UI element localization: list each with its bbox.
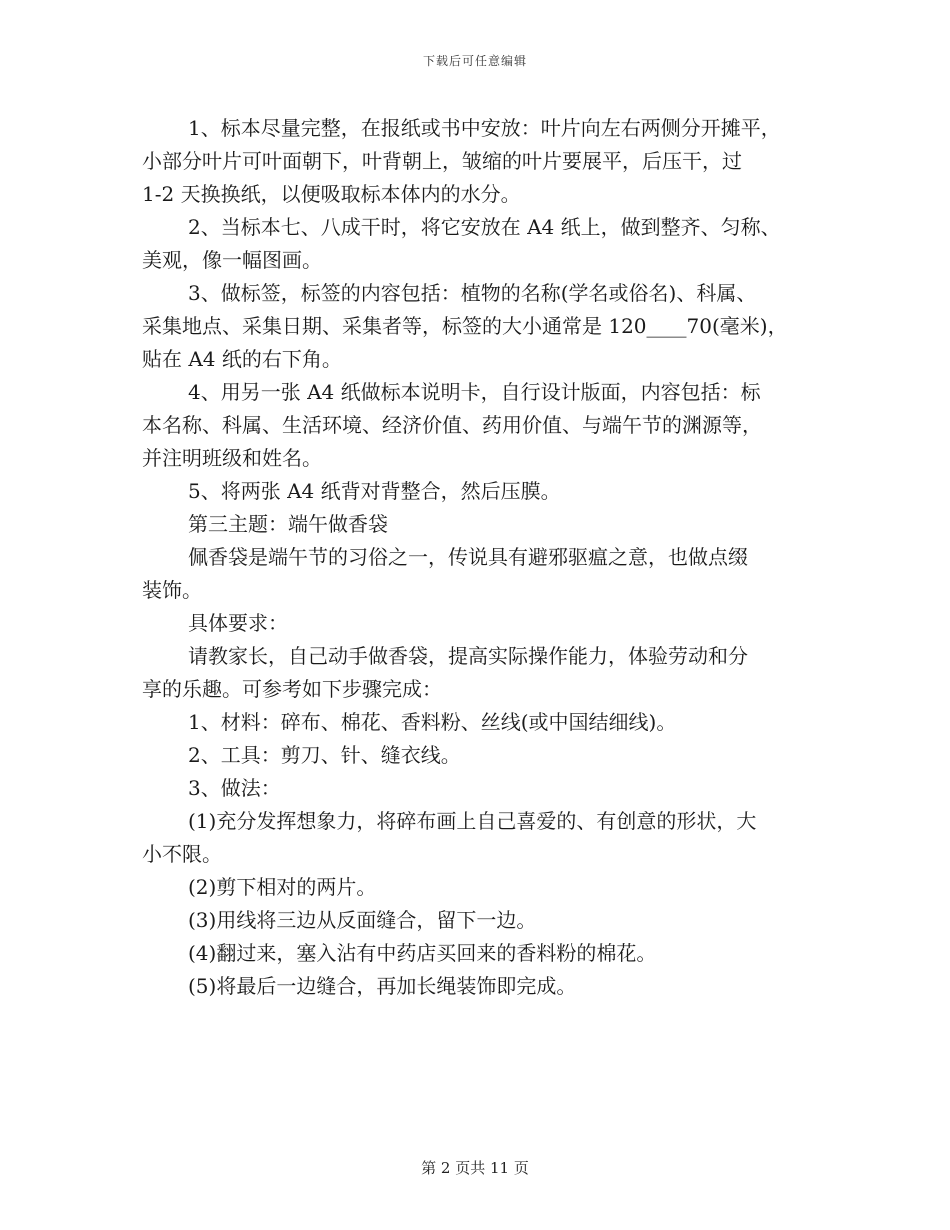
list-item bbox=[142, 772, 832, 805]
text-line: 并注明班级和姓名。 bbox=[142, 446, 322, 470]
text-line: (5)将最后一边缝合，再加长绳装饰即完成。 bbox=[188, 974, 577, 998]
text-line: (1)充分发挥想象力，将碎布画上自己喜爱的、有创意的形状，大 bbox=[188, 809, 757, 833]
text-line: 享的乐趣。可参考如下步骤完成： bbox=[142, 677, 442, 701]
text-line: 请教家长，自己动手做香袋，提高实际操作能力，体验劳动和分 bbox=[188, 644, 748, 668]
paragraph bbox=[142, 541, 832, 607]
text-line: 1-2 天换换纸，以便吸取标本体内的水分。 bbox=[142, 182, 521, 206]
text-line: 美观，像一幅图画。 bbox=[142, 248, 322, 272]
text-line: 5、将两张 A4 纸背对背整合，然后压膜。 bbox=[188, 479, 561, 503]
text-line: (3)用线将三边从反面缝合，留下一边。 bbox=[188, 908, 537, 932]
section-heading bbox=[142, 508, 832, 541]
document-body bbox=[142, 112, 832, 1003]
text-line: 2、当标本七、八成干时，将它安放在 A4 纸上，做到整齐、匀称、 bbox=[188, 215, 781, 239]
paragraph bbox=[142, 475, 832, 508]
text-line: 采集地点、采集日期、采集者等，标签的大小通常是 120____70(毫米)， bbox=[142, 314, 788, 338]
list-item bbox=[142, 970, 832, 1003]
text-line: 2、工具：剪刀、针、缝衣线。 bbox=[188, 743, 461, 767]
text-line: 贴在 A4 纸的右下角。 bbox=[142, 347, 342, 371]
page-footer: 第 2 页共 11 页 bbox=[421, 1159, 529, 1177]
text-line: 小不限。 bbox=[142, 842, 222, 866]
text-line: 3、做法： bbox=[188, 776, 281, 800]
text-line: 本名称、科属、生活环境、经济价值、药用价值、与端午节的渊源等， bbox=[142, 413, 762, 437]
text-line: 装饰。 bbox=[142, 578, 202, 602]
paragraph bbox=[142, 607, 832, 640]
list-item bbox=[142, 706, 832, 739]
text-line: 第三主题：端午做香袋 bbox=[188, 512, 388, 536]
page-header: 下载后可任意编辑 bbox=[422, 54, 527, 68]
text-line: 1、材料：碎布、棉花、香料粉、丝线(或中国结细线)。 bbox=[188, 710, 677, 734]
paragraph bbox=[142, 211, 832, 277]
text-line: (2)剪下相对的两片。 bbox=[188, 875, 377, 899]
text-line: 小部分叶片可叶面朝下，叶背朝上，皱缩的叶片要展平，后压干，过 bbox=[142, 149, 742, 173]
list-item bbox=[142, 871, 832, 904]
list-item bbox=[142, 739, 832, 772]
text-line: 1、标本尽量完整，在报纸或书中安放：叶片向左右两侧分开摊平， bbox=[188, 116, 781, 140]
paragraph bbox=[142, 277, 832, 376]
text-line: (4)翻过来，塞入沾有中药店买回来的香料粉的棉花。 bbox=[188, 941, 657, 965]
text-line: 3、做标签，标签的内容包括：植物的名称(学名或俗名)、科属、 bbox=[188, 281, 757, 305]
text-line: 具体要求： bbox=[188, 611, 288, 635]
paragraph bbox=[142, 640, 832, 706]
paragraph bbox=[142, 376, 832, 475]
list-item bbox=[142, 805, 832, 871]
list-item bbox=[142, 904, 832, 937]
text-line: 佩香袋是端午节的习俗之一，传说具有避邪驱瘟之意，也做点缀 bbox=[188, 545, 748, 569]
paragraph bbox=[142, 112, 832, 211]
text-line: 4、用另一张 A4 纸做标本说明卡，自行设计版面，内容包括：标 bbox=[188, 380, 761, 404]
list-item bbox=[142, 937, 832, 970]
